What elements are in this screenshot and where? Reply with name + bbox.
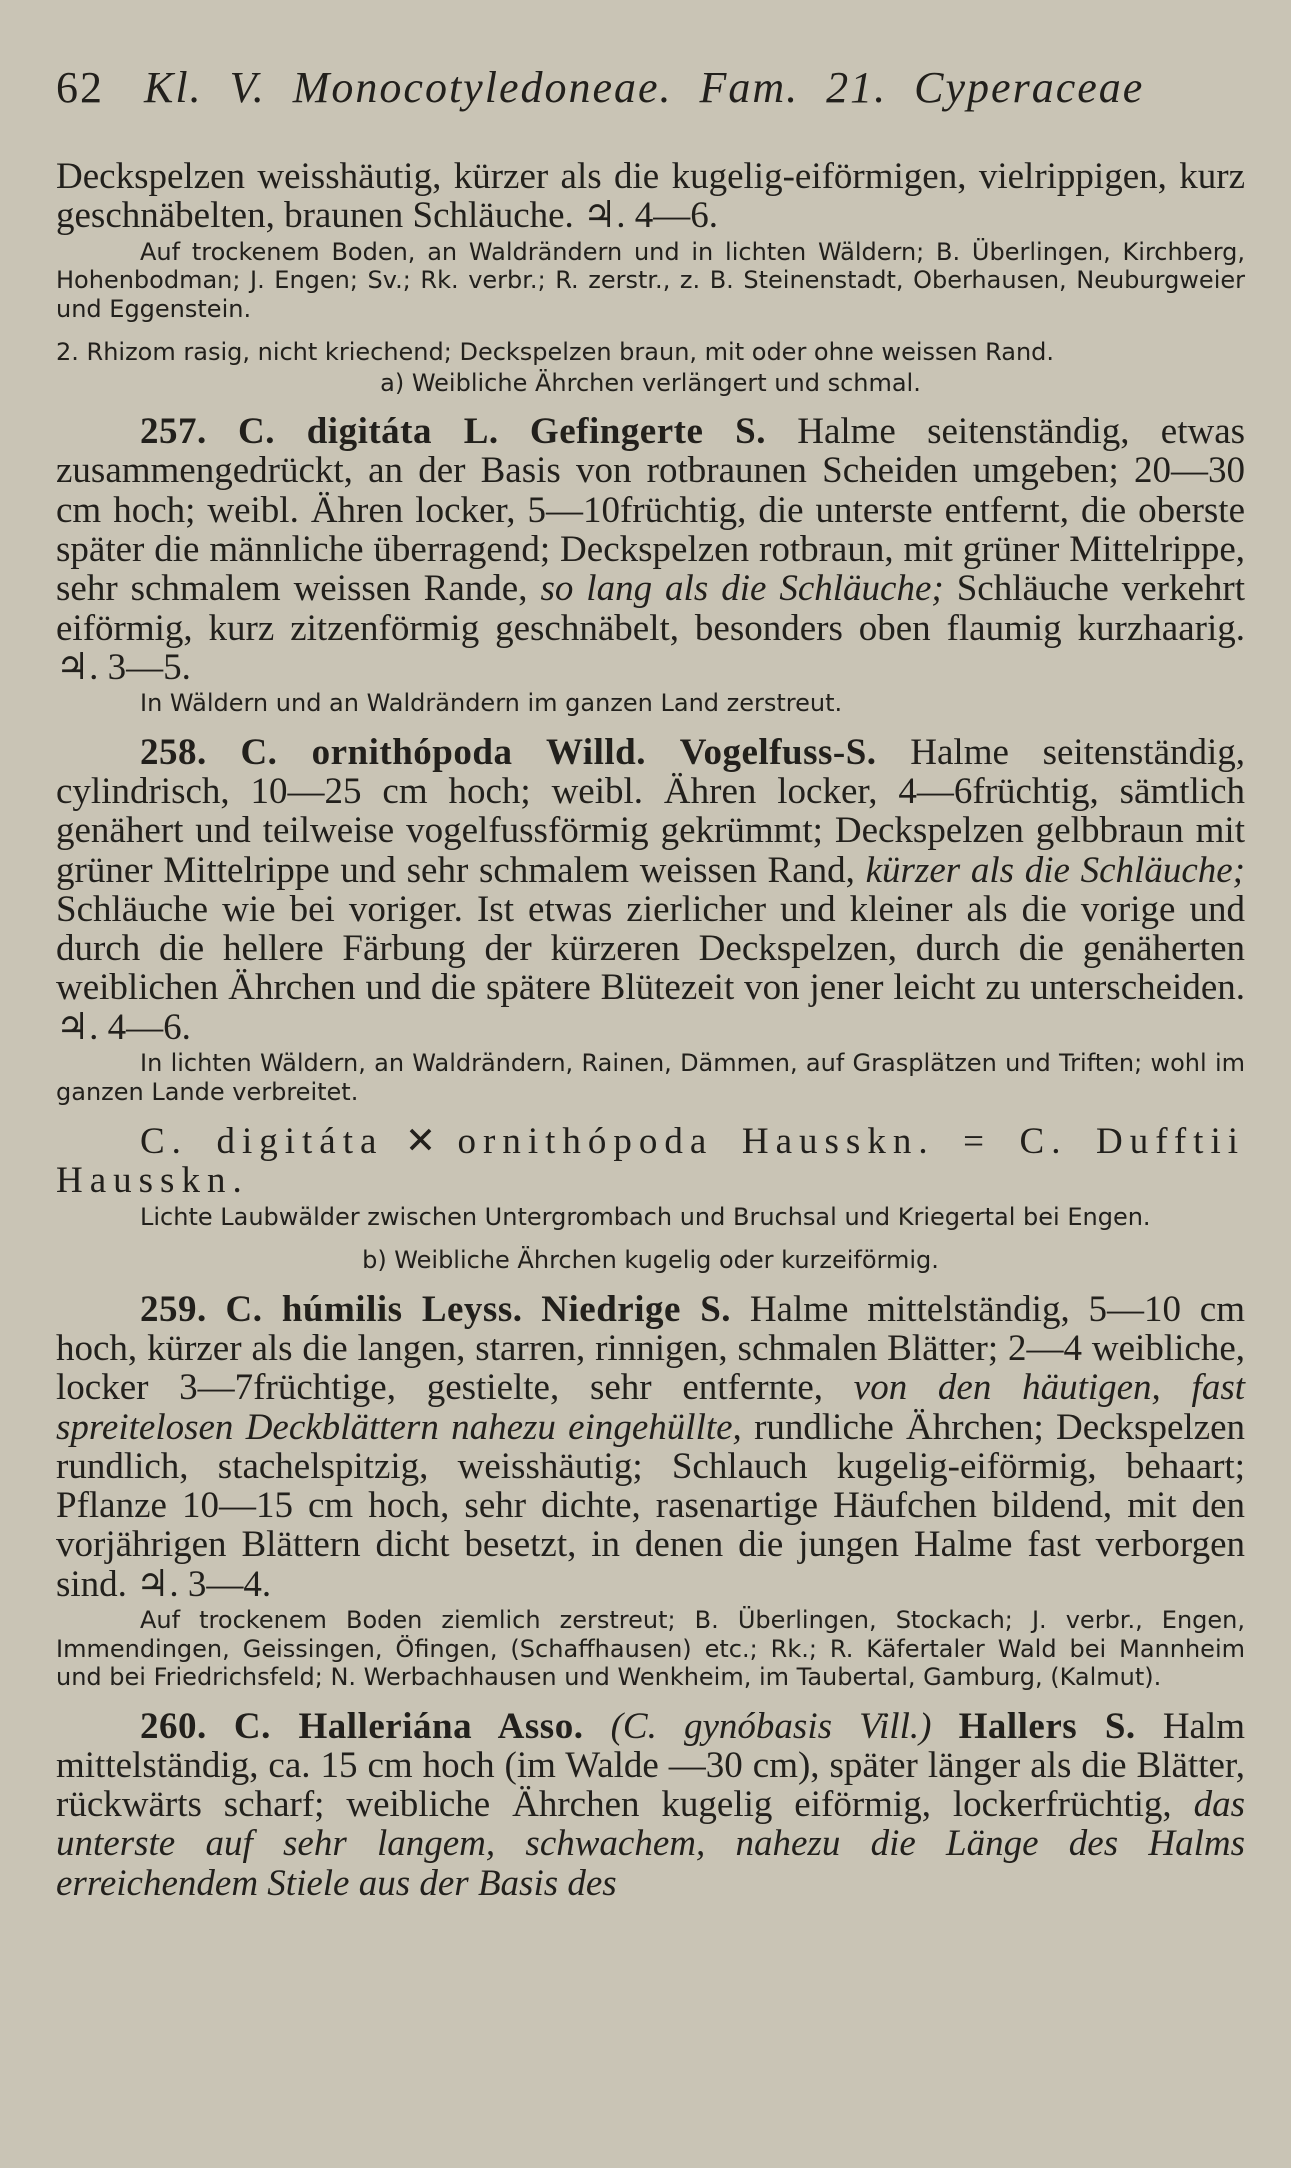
page-number: 62 — [56, 63, 104, 112]
habitat-note: Auf trockenem Boden ziemlich zerstreut; B. Überlingen, Stockach; J. verbr., Engen, Immendingen, Geissingen, Öfingen, (Schaffhausen) etc.; Rk.; R. Käfertaler Wald bei Mannheim und bei Friedrichsfeld; N. Werbachhausen und Wenkheim, im Taubertal, Gamburg, (Kalmut). — [56, 1606, 1245, 1692]
species-description: rundliche Ährchen; Deckspelzen rundlich, stachelspitzig, weisshäutig; Schlauch kugelig-eiförmig, behaart; Pflanze 10—15 cm hoch, sehr dichte, rasenartige Häufchen bildend, mit den vorjährigen Blättern dicht besetzt, in denen die jungen Halme fast verborgen sind. ♃. 3—4. — [56, 1406, 1245, 1605]
species-description-italic: von den häutigen, fast spreitelosen Deckblättern nahezu eingehüllte, — [56, 1367, 1245, 1448]
species-latin-name: C. ornithópoda Willd. — [240, 731, 646, 773]
hybrid-parent-1: C. digitáta — [140, 1121, 384, 1163]
species-german-name: Gefingerte S. — [529, 411, 766, 453]
hybrid-cross-symbol: ✕ — [404, 1119, 436, 1163]
species-description-italic: das unterste auf sehr langem, schwachem, nahezu die Länge des Halms erreichendem Stiele aus der Basis des — [56, 1784, 1246, 1904]
habitat-note: In Wäldern und an Waldrändern im ganzen Land zerstreut. — [140, 689, 843, 718]
species-latin-name: C. digitáta L. — [238, 411, 499, 453]
key-lead-2: 2. Rhizom rasig, nicht kriechend; Deckspelzen braun, mit oder ohne weissen Rand. — [56, 338, 1055, 367]
running-header — [56, 62, 1245, 113]
species-description: Halme seitenständig, cylindrisch, 10—25 cm hoch; weibl. Ähren locker, 4—6früchtig, sämtlich genähert und teilweise vogelfussförmig gekrümmt; Deckspelzen gelbbraun mit grüner Mittelrippe und sehr schmalem weissen Rand, — [56, 731, 1246, 891]
species-continuation: Deckspelzen weisshäutig, kürzer als die kugelig-eiförmigen, vielrippigen, kurz geschnäbelten, braunen Schläuche. ♃. 4—6. — [56, 156, 1245, 237]
species-description: Halme mittelständig, 5—10 cm hoch, kürzer als die langen, starren, rinnigen, schmalen Blätter; 2—4 weibliche, locker 3—7früchtige, gestielte, sehr entfernte, — [56, 1288, 1245, 1409]
habitat-note: Lichte Laubwälder zwischen Untergrombach und Bruchsal und Kriegertal bei Engen. — [140, 1202, 1151, 1231]
species-number: 257. — [140, 411, 207, 453]
species-latin-name: C. Halleriána Asso. — [233, 1705, 584, 1747]
species-german-name: Hallers S. — [958, 1705, 1136, 1747]
species-description-italic: kürzer als die Schläuche; — [865, 849, 1245, 891]
habitat-note: Auf trockenem Boden, an Waldrändern und in lichten Wäldern; B. Überlingen, Kirchberg, Hohenbodman; J. Engen; Sv.; Rk. verbr.; R. zerstr., z. B. Steinenstadt, Oberhausen, Neuburgweier und Eggenstein. — [56, 237, 1245, 323]
hybrid-entry — [56, 1121, 1245, 1201]
species-description-italic: so lang als die Schläuche; — [540, 568, 944, 610]
running-title: Kl. V. Monocotyledoneae. Fam. 21. Cyperaceae — [144, 63, 1145, 112]
species-number: 259. — [140, 1288, 207, 1330]
hybrid-parent-2: ornithópoda Hausskn. = C. Dufftii Hausskn. — [56, 1121, 1246, 1202]
species-german-name: Vogelfuss-S. — [679, 731, 877, 773]
species-description: Halme seitenständig, etwas zusammengedrückt, an der Basis von rotbraunen Scheiden umgeben; 20—30 cm hoch; weibl. Ähren locker, 5—10früchtig, die unterste entfernt, die oberste später die männliche überragend; Deckspelzen rotbraun, mit grüner Mittelrippe, sehr schmalem weissen Rande, — [56, 411, 1246, 610]
species-number: 260. — [140, 1705, 207, 1747]
species-entry-260 — [56, 1707, 1245, 1903]
species-description: Halm mittelständig, ca. 15 cm hoch (im Walde —30 cm), später länger als die Blätter, rückwärts scharf; weibliche Ährchen kugelig eiförmig, lockerfrüchtig, — [56, 1705, 1246, 1826]
species-description: Schläuche wie bei voriger. Ist etwas zierlicher und kleiner als die vorige und durch die hellere Färbung der kürzeren Deckspelzen, durch die genäherten weiblichen Ährchen und die spätere Blütezeit von jener leicht zu unterscheiden. ♃. 4—6. — [56, 888, 1245, 1048]
habitat-note: In lichten Wäldern, an Waldrändern, Rainen, Dämmen, auf Grasplätzen und Triften; wohl im ganzen Lande verbreitet. — [56, 1049, 1245, 1106]
species-description: Schläuche verkehrt eiförmig, kurz zitzenförmig geschnäbelt, besonders oben flaumig kurzhaarig. ♃. 3—5. — [56, 568, 1245, 688]
key-lead-a: a) Weibliche Ährchen verlängert und schmal. — [380, 368, 921, 397]
species-entry-258 — [56, 733, 1245, 1047]
species-entry-259 — [56, 1290, 1245, 1604]
species-entry-257 — [56, 412, 1245, 687]
species-synonym: (C. gynóbasis Vill.) — [610, 1705, 932, 1747]
species-german-name: Niedrige S. — [541, 1288, 732, 1330]
key-lead-b: b) Weibliche Ährchen kugelig oder kurzeiförmig. — [362, 1246, 939, 1275]
species-latin-name: C. húmilis Leyss. — [225, 1288, 523, 1330]
species-number: 258. — [140, 731, 207, 773]
